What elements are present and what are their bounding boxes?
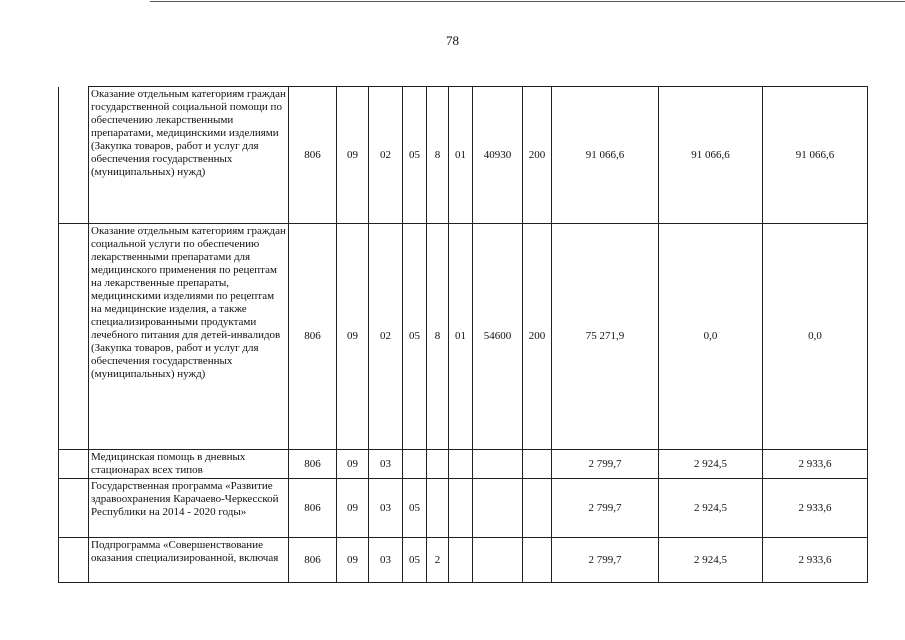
- amount-year-2: 2 924,5: [659, 479, 763, 538]
- subprogram-code: [427, 479, 449, 538]
- main-event-code: [449, 450, 473, 479]
- amount-year-2: 2 924,5: [659, 538, 763, 583]
- rz-code: 09: [337, 450, 369, 479]
- direction-code: [473, 450, 523, 479]
- subprogram-code: 2: [427, 538, 449, 583]
- amount-year-1: 2 799,7: [552, 450, 659, 479]
- amount-year-3: 2 933,6: [763, 479, 868, 538]
- index-cell: [59, 479, 89, 538]
- program-code: 05: [403, 224, 427, 450]
- row-name: Медицинская помощь в дневных стационарах всех типов: [89, 450, 289, 479]
- subprogram-code: 8: [427, 87, 449, 224]
- rz-code: 09: [337, 87, 369, 224]
- rz-code: 09: [337, 538, 369, 583]
- amount-year-3: 0,0: [763, 224, 868, 450]
- expense-type-code: 200: [523, 87, 552, 224]
- subprogram-code: [427, 450, 449, 479]
- pr-code: 03: [369, 479, 403, 538]
- amount-year-1: 2 799,7: [552, 538, 659, 583]
- pr-code: 02: [369, 87, 403, 224]
- budget-table: [58, 86, 868, 583]
- program-code: 05: [403, 479, 427, 538]
- ved-code: 806: [289, 87, 337, 224]
- row-name: Подпрограмма «Совершенствование оказания специализированной, включая: [89, 538, 289, 583]
- amount-year-1: 75 271,9: [552, 224, 659, 450]
- amount-year-3: 91 066,6: [763, 87, 868, 224]
- table-row: [59, 87, 868, 224]
- amount-year-3: 2 933,6: [763, 450, 868, 479]
- row-name: Оказание отдельным категориям граждан социальной услуги по обеспечению лекарственными препаратами для медицинского применения по рецептам на лекарственные препараты, медицинскими изделиями по рецептам на медицинские изделия, а также специализированными продуктами лечебного питания для детей-инвалидов (Закупка товаров, работ и услуг для обеспечения государственных (муниципальных) нужд): [89, 224, 289, 450]
- index-cell: [59, 538, 89, 583]
- pr-code: 03: [369, 538, 403, 583]
- rz-code: 09: [337, 224, 369, 450]
- index-cell: [59, 450, 89, 479]
- ved-code: 806: [289, 224, 337, 450]
- main-event-code: 01: [449, 87, 473, 224]
- amount-year-1: 91 066,6: [552, 87, 659, 224]
- index-cell: [59, 224, 89, 450]
- table-row: [59, 538, 868, 583]
- program-code: 05: [403, 87, 427, 224]
- expense-type-code: [523, 479, 552, 538]
- top-rule: [150, 1, 905, 2]
- row-name: Государственная программа «Развитие здравоохранения Карачаево-Черкесской Республики на 2014 - 2020 годы»: [89, 479, 289, 538]
- direction-code: [473, 479, 523, 538]
- amount-year-2: 0,0: [659, 224, 763, 450]
- table-row: [59, 224, 868, 450]
- ved-code: 806: [289, 479, 337, 538]
- subprogram-code: 8: [427, 224, 449, 450]
- expense-type-code: [523, 538, 552, 583]
- index-cell: [59, 87, 89, 224]
- direction-code: 40930: [473, 87, 523, 224]
- main-event-code: [449, 538, 473, 583]
- main-event-code: 01: [449, 224, 473, 450]
- pr-code: 03: [369, 450, 403, 479]
- main-event-code: [449, 479, 473, 538]
- program-code: 05: [403, 538, 427, 583]
- ved-code: 806: [289, 450, 337, 479]
- amount-year-1: 2 799,7: [552, 479, 659, 538]
- pr-code: 02: [369, 224, 403, 450]
- amount-year-2: 2 924,5: [659, 450, 763, 479]
- row-name: Оказание отдельным категориям граждан государственной социальной помощи по обеспечению лекарственными препаратами, медицинскими изделиями (Закупка товаров, работ и услуг для обеспечения государственных (муниципальных) нужд): [89, 87, 289, 224]
- table-row: [59, 450, 868, 479]
- program-code: [403, 450, 427, 479]
- table-row: [59, 479, 868, 538]
- expense-type-code: [523, 450, 552, 479]
- page-number: 78: [446, 33, 459, 48]
- ved-code: 806: [289, 538, 337, 583]
- amount-year-2: 91 066,6: [659, 87, 763, 224]
- direction-code: 54600: [473, 224, 523, 450]
- amount-year-3: 2 933,6: [763, 538, 868, 583]
- expense-type-code: 200: [523, 224, 552, 450]
- direction-code: [473, 538, 523, 583]
- rz-code: 09: [337, 479, 369, 538]
